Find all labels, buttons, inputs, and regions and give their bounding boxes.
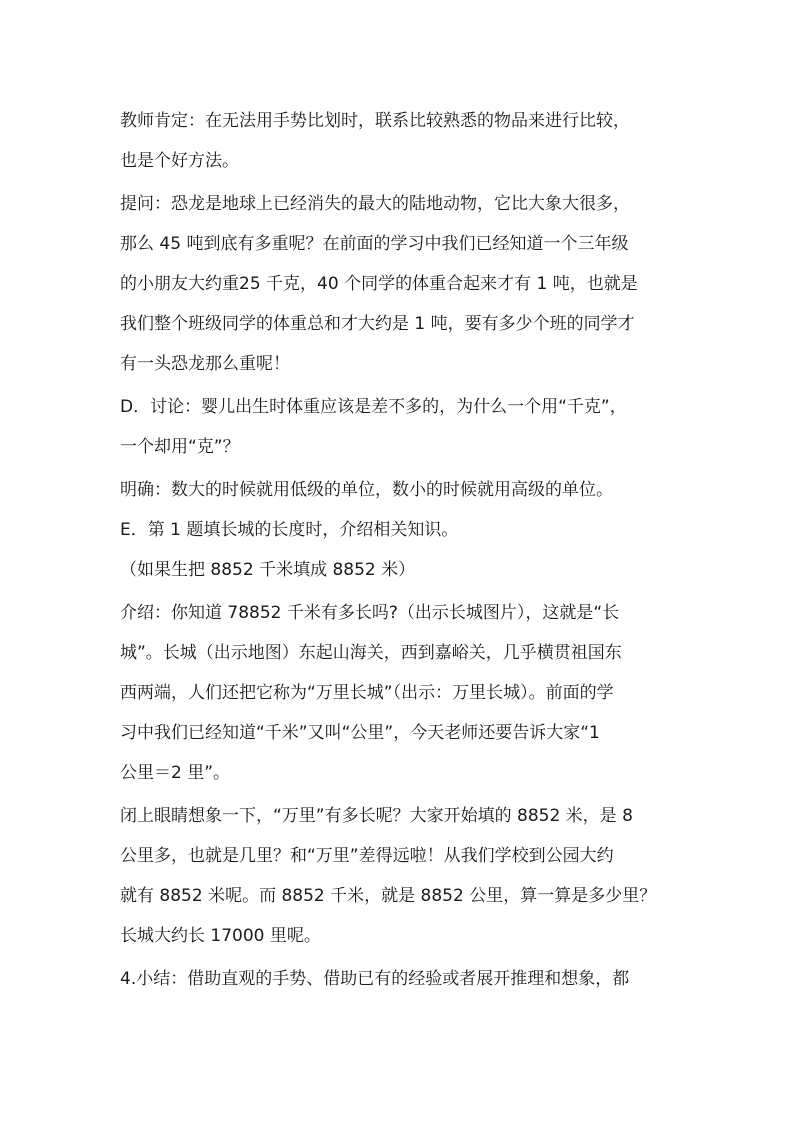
text-line: 西两端，人们还把它称为“万里长城”（出示：万里长城）。前面的学 — [120, 683, 614, 703]
text-line: 4.小结：借助直观的手势、借助已有的经验或者展开推理和想象，都 — [120, 969, 630, 989]
text-line: 介绍：你知道 78852 千米有多长吗?（出示长城图片），这就是“长 — [120, 603, 620, 623]
text-line: D．讨论：婴儿出生时体重应该是差不多的，为什么一个用“千克”， — [120, 397, 627, 417]
text-line: 明确：数大的时候就用低级的单位，数小的时候就用高级的单位。 — [120, 480, 613, 500]
text-line: 城”。长城（出示地图）东起山海关，西到嘉峪关，几乎横贯祖国东 — [120, 643, 622, 663]
text-line: E．第 1 题填长城的长度时，介绍相关知识。 — [120, 520, 459, 540]
text-line: 有一头恐龙那么重呢！ — [120, 354, 290, 374]
text-line: 也是个好方法。 — [120, 151, 239, 171]
text-line: 一个却用“克”？ — [120, 437, 240, 457]
text-line: 的小朋友大约重25 千克，40 个同学的体重合起来才有 1 吨，也就是 — [120, 274, 638, 294]
text-line: 教师肯定：在无法用手势比划时，联系比较熟悉的物品来进行比较， — [120, 111, 630, 131]
text-line: 提问：恐龙是地球上已经消失的最大的陆地动物，它比大象大很多， — [120, 194, 630, 214]
text-line: 那么 45 吨到底有多重呢？在前面的学习中我们已经知道一个三年级 — [120, 234, 629, 254]
document-body — [120, 101, 680, 999]
text-line: 公里多，也就是几里？和“万里”差得远啦！从我们学校到公园大约 — [120, 846, 614, 866]
text-line: 就有 8852 米呢。而 8852 千米，就是 8852 公里，算一算是多少里？ — [120, 886, 657, 906]
text-line: 习中我们已经知道“千米”又叫“公里”，今天老师还要告诉大家“1 — [120, 723, 600, 743]
text-line: 我们整个班级同学的体重总和才大约是 1 吨，要有多少个班的同学才 — [120, 314, 635, 334]
text-line: 长城大约长 17000 里呢。 — [120, 926, 321, 946]
text-line: （如果生把 8852 千米填成 8852 米） — [120, 560, 416, 580]
text-line: 公里＝2 里”。 — [120, 763, 231, 783]
text-line: 闭上眼睛想象一下，“万里”有多长呢？大家开始填的 8852 米，是 8 — [120, 806, 633, 826]
